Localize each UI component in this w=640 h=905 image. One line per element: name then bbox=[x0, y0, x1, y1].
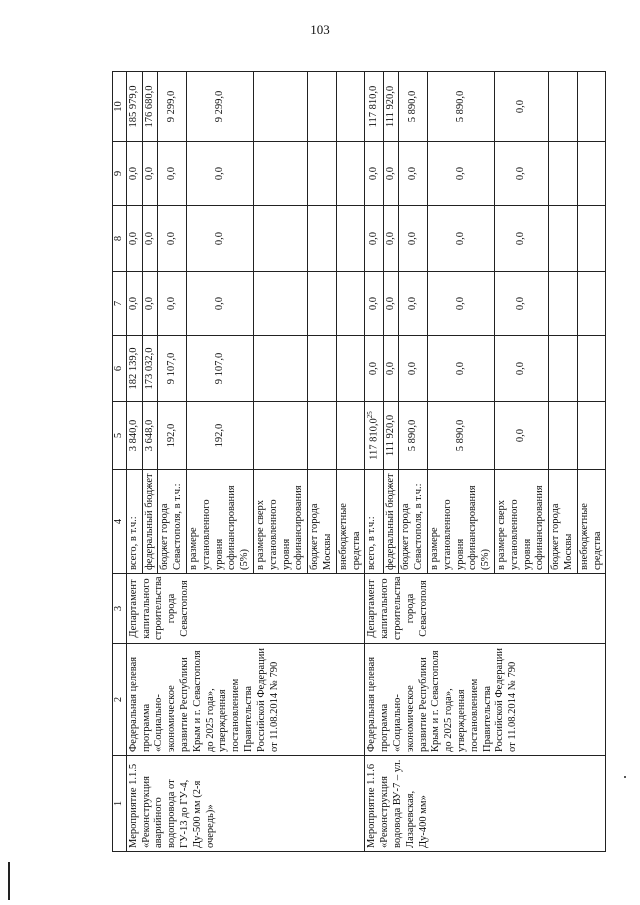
amount-cell-v5 bbox=[549, 402, 578, 470]
amount-value: 0,0 bbox=[406, 231, 418, 246]
amount-cell-v9 bbox=[142, 142, 158, 206]
amount-value: 111 920,0 bbox=[384, 414, 396, 457]
amount-cell-v8 bbox=[495, 206, 549, 272]
funding-source-cell: в размере сверх установленного уровня софинансирования bbox=[495, 470, 549, 574]
header-cell-8: 8 bbox=[113, 206, 127, 272]
amount-value: 0,0 bbox=[127, 231, 139, 246]
amount-cell-v7 bbox=[428, 272, 495, 336]
amount-cell-v9 bbox=[495, 142, 549, 206]
amount-cell-v6 bbox=[158, 336, 187, 402]
amount-cell-v8 bbox=[126, 206, 142, 272]
amount-cell-v8 bbox=[399, 206, 428, 272]
program-cell: Федеральная целевая программа «Социально-экономическое развитие Республики Крым и г. Севастополя до 2025 года», утвержденная постановлением Правительства Российской Федерации от 11.08.2014 № 790 bbox=[365, 644, 606, 756]
amount-cell-v9 bbox=[383, 142, 399, 206]
amount-value: 0,0 bbox=[384, 166, 396, 181]
amount-cell-v5 bbox=[577, 402, 606, 470]
amount-value: 192,0 bbox=[165, 423, 177, 448]
funding-source-cell: в размере установленного уровня софинансирования (5%) bbox=[186, 470, 253, 574]
amount-value: 0,0 bbox=[406, 166, 418, 181]
margin-mark bbox=[8, 862, 10, 900]
amount-value: 0,0 bbox=[367, 166, 379, 181]
amount-cell-v9 bbox=[308, 142, 337, 206]
amount-value: 0,0 bbox=[384, 361, 396, 376]
amount-cell-v8 bbox=[577, 206, 606, 272]
amount-value: 9 107,0 bbox=[213, 352, 225, 385]
amount-cell-v10 bbox=[428, 72, 495, 142]
amount-cell-v10 bbox=[495, 72, 549, 142]
amount-cell-v5 bbox=[186, 402, 253, 470]
amount-cell-v10 bbox=[253, 72, 307, 142]
amount-cell-v9 bbox=[399, 142, 428, 206]
amount-cell-v9 bbox=[365, 142, 383, 206]
header-cell-2: 2 bbox=[113, 644, 127, 756]
amount-cell-v6 bbox=[495, 336, 549, 402]
amount-value: 192,0 bbox=[213, 423, 225, 448]
amount-value: 0,0 bbox=[515, 428, 527, 443]
scan-speck bbox=[624, 776, 626, 778]
rotated-table-frame bbox=[112, 72, 603, 852]
amount-value: 0,0 bbox=[143, 296, 155, 311]
amount-cell-v6 bbox=[428, 336, 495, 402]
measure-cell: Мероприятие 1.1.5 «Реконструкция аварийного водопровода от ГУ-13 до ГУ-4, Ду-500 мм (2-я очередь)» bbox=[126, 756, 365, 852]
amount-value: 117 810,0 bbox=[367, 85, 379, 128]
amount-cell-v8 bbox=[308, 206, 337, 272]
amount-value: 0,0 bbox=[384, 231, 396, 246]
amount-cell-v7 bbox=[549, 272, 578, 336]
amount-value: 0,0 bbox=[127, 296, 139, 311]
amount-cell-v8 bbox=[186, 206, 253, 272]
header-cell-9: 9 bbox=[113, 142, 127, 206]
amount-cell-v6 bbox=[142, 336, 158, 402]
amount-cell-v5 bbox=[126, 402, 142, 470]
amount-cell-v6 bbox=[549, 336, 578, 402]
funding-source-cell: федеральный бюджет bbox=[142, 470, 158, 574]
amount-cell-v5 bbox=[365, 402, 383, 470]
amount-cell-v6 bbox=[336, 336, 365, 402]
amount-cell-v5 bbox=[253, 402, 307, 470]
table-row bbox=[365, 72, 383, 852]
amount-cell-v7 bbox=[336, 272, 365, 336]
page-number: 103 bbox=[310, 22, 330, 37]
executor-cell: Департамент капитального строительства города Севастополя bbox=[126, 574, 365, 644]
amount-cell-v6 bbox=[365, 336, 383, 402]
amount-value: 185 979,0 bbox=[127, 85, 139, 128]
funding-source-cell: в размере сверх установленного уровня софинансирования bbox=[253, 470, 307, 574]
amount-cell-v7 bbox=[577, 272, 606, 336]
amount-cell-v10 bbox=[142, 72, 158, 142]
funding-source-cell: бюджет города Севастополя, в т.ч.: bbox=[158, 470, 187, 574]
funding-source-cell: всего, в т.ч.: bbox=[365, 470, 383, 574]
amount-cell-v9 bbox=[428, 142, 495, 206]
amount-cell-v8 bbox=[365, 206, 383, 272]
table-row bbox=[126, 72, 142, 852]
amount-value: 0,0 bbox=[165, 296, 177, 311]
amount-cell-v6 bbox=[383, 336, 399, 402]
amount-cell-v7 bbox=[365, 272, 383, 336]
amount-value: 0,0 bbox=[213, 296, 225, 311]
amount-value: 0,0 bbox=[515, 231, 527, 246]
amount-value: 5 890,0 bbox=[454, 419, 466, 452]
header-cell-5: 5 bbox=[113, 402, 127, 470]
amount-cell-v7 bbox=[308, 272, 337, 336]
measure-cell: Мероприятие 1.1.6 «Реконструкция водовода ВУ-7 – ул. Лазаревская, Ду-400 мм» bbox=[365, 756, 606, 852]
amount-value: 0,0 bbox=[367, 231, 379, 246]
header-cell-6: 6 bbox=[113, 336, 127, 402]
amount-value: 3 840,0 bbox=[127, 419, 139, 452]
header-cell-7: 7 bbox=[113, 272, 127, 336]
amount-value: 9 107,0 bbox=[165, 352, 177, 385]
funding-source-cell: бюджет города Москвы bbox=[549, 470, 578, 574]
amount-value: 0,0 bbox=[384, 296, 396, 311]
funding-table bbox=[112, 71, 606, 852]
amount-cell-v5 bbox=[428, 402, 495, 470]
amount-cell-v10 bbox=[158, 72, 187, 142]
amount-cell-v8 bbox=[158, 206, 187, 272]
amount-value: 0,0 bbox=[143, 166, 155, 181]
amount-cell-v7 bbox=[399, 272, 428, 336]
amount-cell-v7 bbox=[383, 272, 399, 336]
amount-value: 0,0 bbox=[127, 166, 139, 181]
rotated-table-container bbox=[112, 72, 603, 852]
amount-cell-v9 bbox=[253, 142, 307, 206]
amount-cell-v6 bbox=[577, 336, 606, 402]
amount-value: 0,0 bbox=[165, 231, 177, 246]
amount-cell-v8 bbox=[549, 206, 578, 272]
amount-cell-v7 bbox=[158, 272, 187, 336]
amount-cell-v5 bbox=[399, 402, 428, 470]
amount-cell-v5 bbox=[495, 402, 549, 470]
amount-cell-v9 bbox=[336, 142, 365, 206]
funding-source-cell: в размере установленного уровня софинансирования (5%) bbox=[428, 470, 495, 574]
header-row bbox=[113, 72, 127, 852]
amount-cell-v8 bbox=[336, 206, 365, 272]
amount-cell-v6 bbox=[186, 336, 253, 402]
amount-value: 0,0 bbox=[515, 99, 527, 114]
amount-cell-v10 bbox=[577, 72, 606, 142]
amount-value: 0,0 bbox=[454, 231, 466, 246]
funding-source-cell: внебюджетные средства bbox=[336, 470, 365, 574]
amount-cell-v6 bbox=[126, 336, 142, 402]
amount-value: 0,0 bbox=[515, 166, 527, 181]
amount-cell-v7 bbox=[253, 272, 307, 336]
amount-value: 0,0 bbox=[367, 361, 379, 376]
amount-cell-v5 bbox=[142, 402, 158, 470]
funding-source-cell: внебюджетные средства bbox=[577, 470, 606, 574]
amount-value: 9 299,0 bbox=[213, 90, 225, 123]
amount-cell-v10 bbox=[126, 72, 142, 142]
amount-cell-v6 bbox=[399, 336, 428, 402]
amount-cell-v5 bbox=[308, 402, 337, 470]
amount-value: 0,0 bbox=[454, 361, 466, 376]
amount-cell-v8 bbox=[383, 206, 399, 272]
footnote-ref: 25 bbox=[366, 411, 375, 419]
funding-source-cell: бюджет города Севастополя, в т.ч.: bbox=[399, 470, 428, 574]
amount-value: 0,0 bbox=[143, 231, 155, 246]
amount-cell-v10 bbox=[308, 72, 337, 142]
amount-cell-v9 bbox=[186, 142, 253, 206]
amount-value: 0,0 bbox=[213, 166, 225, 181]
amount-cell-v7 bbox=[495, 272, 549, 336]
header-cell-3: 3 bbox=[113, 574, 127, 644]
amount-value: 0,0 bbox=[515, 296, 527, 311]
header-cell-4: 4 bbox=[113, 470, 127, 574]
amount-value: 5 890,0 bbox=[454, 90, 466, 123]
amount-value: 0,0 bbox=[406, 296, 418, 311]
amount-cell-v6 bbox=[308, 336, 337, 402]
amount-cell-v10 bbox=[336, 72, 365, 142]
amount-cell-v9 bbox=[126, 142, 142, 206]
funding-source-cell: всего, в т.ч.: bbox=[126, 470, 142, 574]
header-cell-10: 10 bbox=[113, 72, 127, 142]
amount-cell-v7 bbox=[186, 272, 253, 336]
header-cell-1: 1 bbox=[113, 756, 127, 852]
amount-value: 0,0 bbox=[454, 296, 466, 311]
amount-cell-v5 bbox=[336, 402, 365, 470]
executor-cell: Департамент капитального строительства города Севастополя bbox=[365, 574, 606, 644]
amount-value: 0,0 bbox=[515, 361, 527, 376]
amount-cell-v6 bbox=[253, 336, 307, 402]
amount-cell-v10 bbox=[186, 72, 253, 142]
amount-value: 0,0 bbox=[454, 166, 466, 181]
amount-value: 5 890,0 bbox=[406, 90, 418, 123]
amount-cell-v5 bbox=[383, 402, 399, 470]
amount-value: 0,0 bbox=[367, 296, 379, 311]
amount-cell-v10 bbox=[399, 72, 428, 142]
funding-source-cell: бюджет города Москвы bbox=[308, 470, 337, 574]
amount-value: 9 299,0 bbox=[165, 90, 177, 123]
amount-value: 176 680,0 bbox=[143, 85, 155, 128]
amount-value: 3 648,0 bbox=[143, 419, 155, 452]
program-cell: Федеральная целевая программа «Социально-экономическое развитие Республики Крым и г. Севастополя до 2025 года», утвержденная постановлением Правительства Российской Федерации от 11.08.2014 № 790 bbox=[126, 644, 365, 756]
amount-value: 0,0 bbox=[213, 231, 225, 246]
amount-cell-v7 bbox=[126, 272, 142, 336]
amount-cell-v8 bbox=[142, 206, 158, 272]
amount-cell-v9 bbox=[158, 142, 187, 206]
amount-cell-v8 bbox=[428, 206, 495, 272]
amount-value: 173 032,0 bbox=[143, 347, 155, 390]
amount-value: 117 810,0 bbox=[368, 418, 380, 460]
amount-value: 182 139,0 bbox=[127, 347, 139, 390]
amount-value: 5 890,0 bbox=[406, 419, 418, 452]
amount-cell-v10 bbox=[383, 72, 399, 142]
amount-cell-v9 bbox=[577, 142, 606, 206]
amount-value: 0,0 bbox=[406, 361, 418, 376]
table-body bbox=[126, 72, 606, 852]
funding-source-cell: федеральный бюджет bbox=[383, 470, 399, 574]
amount-cell-v10 bbox=[365, 72, 383, 142]
amount-value: 111 920,0 bbox=[384, 85, 396, 128]
amount-value: 0,0 bbox=[165, 166, 177, 181]
amount-cell-v9 bbox=[549, 142, 578, 206]
amount-cell-v10 bbox=[549, 72, 578, 142]
amount-cell-v8 bbox=[253, 206, 307, 272]
amount-cell-v7 bbox=[142, 272, 158, 336]
amount-cell-v5 bbox=[158, 402, 187, 470]
